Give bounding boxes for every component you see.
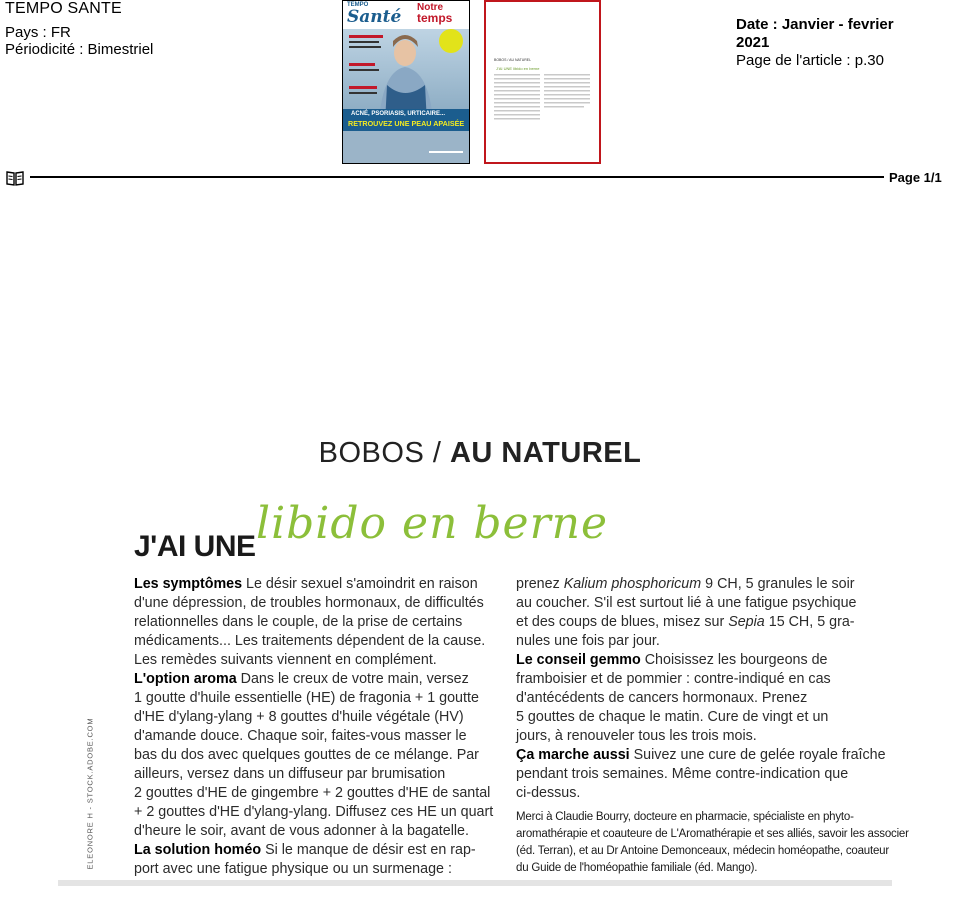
article-page-thumbnail[interactable] <box>484 0 601 164</box>
article-line <box>516 708 872 727</box>
line-text: jours, à renouveler tous les trois mois. <box>516 728 757 744</box>
line-text: d'une dépression, de troubles hormonaux, de difficultés <box>134 595 484 611</box>
line-text: médicaments... Les traitements dépendent de la cause. <box>134 633 486 649</box>
article-line <box>516 575 872 594</box>
article-column-right <box>516 575 909 877</box>
article-line <box>134 613 490 632</box>
article-column-left <box>134 575 494 879</box>
line-text: prenez <box>516 576 564 592</box>
page-bottom-shade <box>58 880 892 886</box>
line-text: Si le manque de désir est en rap- <box>261 842 476 858</box>
article-page-label: Page de l'article : p.30 <box>736 52 884 69</box>
credit-line: (éd. Terran), et au Dr Antoine Demonceaux, médecin homéopathe, coauteur <box>516 845 889 857</box>
article-line <box>516 784 872 803</box>
open-book-icon <box>6 170 24 186</box>
country-label: Pays : FR <box>5 24 71 41</box>
article-line <box>516 632 872 651</box>
article-line <box>516 651 872 670</box>
thumb-title: J'AI UNE libido en berne <box>496 66 540 71</box>
line-text: et des coups de blues, misez sur <box>516 614 729 630</box>
credit-line: Merci à Claudie Bourry, docteure en pharmacie, spécialiste en phyto- <box>516 811 854 823</box>
photo-credit-text: ELEONORE H - STOCK.ADOBE.COM <box>85 717 95 870</box>
line-text: port avec une fatigue physique ou un surmenage : <box>134 861 452 877</box>
article-line <box>516 727 872 746</box>
line-text: + 2 gouttes d'HE d'ylang-ylang. Diffusez ces HE un quart <box>134 804 494 820</box>
line-text: 5 gouttes de chaque le matin. Cure de vingt et un <box>516 709 829 725</box>
credit-line: aromathérapie et coauteure de L'Aromathérapie et ses alliés, savoir les associer <box>516 828 909 840</box>
article-line <box>134 784 490 803</box>
line-text: bas du dos avec quelques gouttes de ce mélange. Par <box>134 747 479 763</box>
line-text: nules une fois par jour. <box>516 633 660 649</box>
article-line <box>516 594 872 613</box>
headline-plain: J'AI UNE <box>134 530 256 563</box>
line-text: Choisissez les bourgeons de <box>640 652 828 668</box>
thumb-text-lines <box>494 74 592 140</box>
article-credits <box>516 809 909 877</box>
article-line <box>134 765 490 784</box>
cover-brand-tempo: TEMPO <box>347 2 369 8</box>
article-line <box>134 689 490 708</box>
line-text: 2 gouttes d'HE de gingembre + 2 gouttes d'HE de santal <box>134 785 491 801</box>
publication-name: TEMPO SANTE <box>5 0 122 17</box>
article-line <box>516 613 872 632</box>
section-title-thin: BOBOS / <box>318 437 450 469</box>
line-text: d'heure le soir, avant de vous adonner à la bagatelle. <box>134 823 469 839</box>
page-counter: Page 1/1 <box>889 170 942 185</box>
article-line <box>134 575 490 594</box>
article-line <box>516 670 872 689</box>
date-label: Date : Janvier - fevrier <box>736 16 894 33</box>
article-line <box>134 841 490 860</box>
line-text: framboisier et de pommier : contre-indiqué en cas <box>516 671 831 687</box>
cover-brand-temps: temps <box>417 11 453 25</box>
periodicity-label: Périodicité : Bimestriel <box>5 41 154 58</box>
remedy-name: Kalium phosphoricum <box>563 576 702 592</box>
date-block <box>736 16 936 70</box>
line-text: Suivez une cure de gelée royale fraîche <box>629 747 886 763</box>
paragraph-heading: L'option aroma <box>134 671 237 687</box>
article-line <box>134 670 490 689</box>
line-text: d'amande douce. Chaque soir, faites-vous masser le <box>134 728 467 744</box>
line-text: ci-dessus. <box>516 785 581 801</box>
line-text: d'HE d'ylang-ylang + 8 gouttes d'huile végétale (HV) <box>134 709 464 725</box>
line-text: 15 CH, 5 gra- <box>764 614 855 630</box>
line-text: Les remèdes suivants viennent en complément. <box>134 652 437 668</box>
magazine-cover-thumbnail[interactable] <box>342 0 470 164</box>
line-text: 1 goutte d'huile essentielle (HE) de fragonia + 1 goutte <box>134 690 479 706</box>
article-line <box>134 708 490 727</box>
article-line <box>516 689 872 708</box>
article-line <box>516 746 886 765</box>
article-line <box>134 803 494 822</box>
cover-headline-big: RETROUVEZ UNE PEAU APAISÉE <box>348 119 465 128</box>
cover-brand-notre: Notre <box>417 2 444 13</box>
article-line <box>134 746 490 765</box>
cover-brand-sante: Santé <box>347 7 402 27</box>
paragraph-heading: Le conseil gemmo <box>516 652 641 668</box>
date-year: 2021 <box>736 34 770 51</box>
paragraph-heading: La solution homéo <box>134 842 262 858</box>
article-line <box>134 822 490 841</box>
line-text: au coucher. S'il est surtout lié à une fatigue psychique <box>516 595 857 611</box>
article-line <box>134 860 490 879</box>
cover-headline-small: ACNÉ, PSORIASIS, URTICAIRE... <box>351 111 446 117</box>
line-text: d'antécédents de cancers hormonaux. Prenez <box>516 690 808 706</box>
article-line <box>134 632 490 651</box>
line-text: pendant trois semaines. Même contre-indication que <box>516 766 849 782</box>
credit-line: du Guide de l'homéopathie familiale (éd. Mango). <box>516 862 758 874</box>
article-line <box>134 594 490 613</box>
section-title <box>0 437 960 470</box>
remedy-name: Sepia <box>728 614 765 630</box>
line-text: 9 CH, 5 granules le soir <box>701 576 855 592</box>
line-text: ailleurs, versez dans un diffuseur par brumisation <box>134 766 446 782</box>
article-line <box>134 651 490 670</box>
article-line <box>134 727 490 746</box>
article-line <box>516 765 872 784</box>
thumb-section-label: BOBOS / AU NATUREL <box>494 58 532 62</box>
line-text: Le désir sexuel s'amoindrit en raison <box>242 576 478 592</box>
photo-credit <box>80 717 100 895</box>
paragraph-heading: Ça marche aussi <box>516 747 630 763</box>
headline-script: libido en berne <box>256 498 609 549</box>
line-text: Dans le creux de votre main, versez <box>236 671 469 687</box>
line-text: relationnelles dans le couple, de la prise de certains <box>134 614 463 630</box>
paragraph-heading: Les symptômes <box>134 576 243 592</box>
section-title-bold: AU NATUREL <box>449 437 642 469</box>
separator-line <box>30 176 884 178</box>
